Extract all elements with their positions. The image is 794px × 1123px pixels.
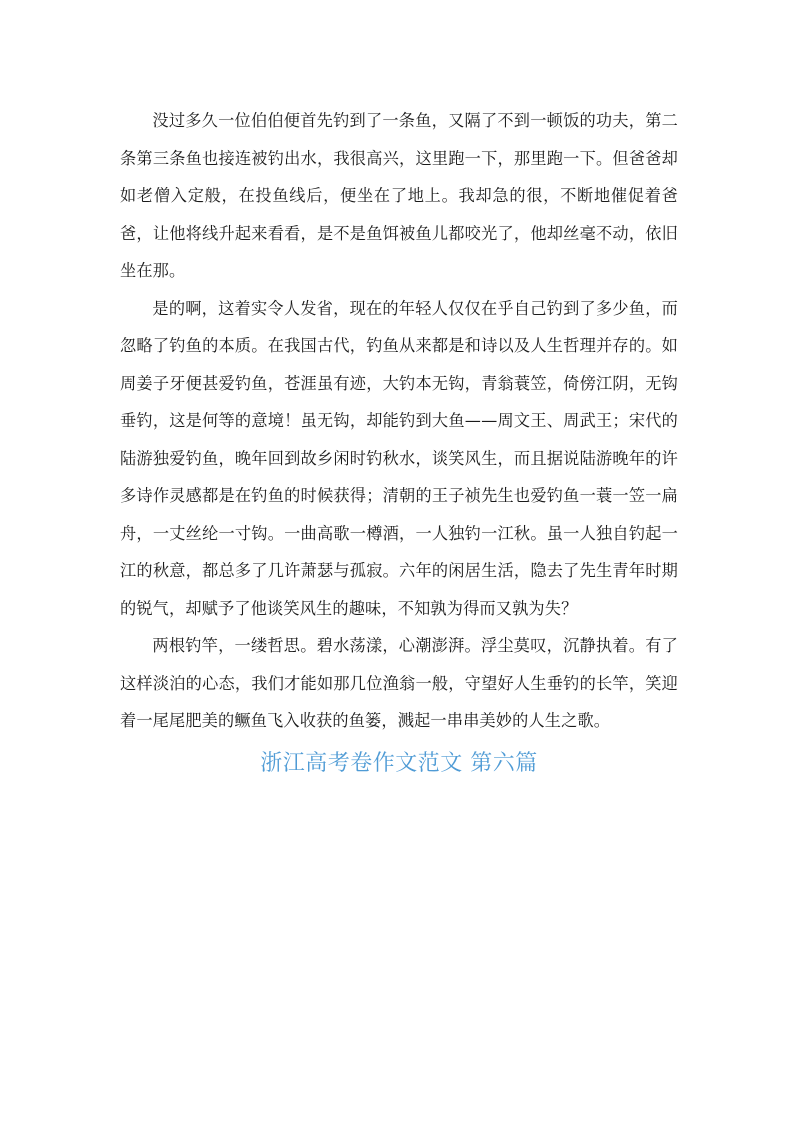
paragraph-ancient-fishing: 是的啊，这着实令人发省，现在的年轻人仅仅在乎自己钓到了多少鱼，而忽略了钓鱼的本质。在我国古代，钓鱼从来都是和诗以及人生哲理并存的。如周姜子牙便甚爱钓鱼，苍涯虽有迹，大钓本无钩，青翁蓑笠，倚傍江阴，无钩垂钓，这是何等的意境！虽无钩，却能钓到大鱼——周文王、周武王；宋代的陆游独爱钓鱼，晚年回到故乡闲时钓秋水，谈笑风生，而且据说陆游晚年的许多诗作灵感都是在钓鱼的时候获得；清朝的王子祯先生也爱钓鱼一蓑一笠一扁舟，一丈丝纶一寸钩。一曲高歌一樽酒，一人独钓一江秋。虽一人独自钓起一江的秋意，都总多了几许萧瑟与孤寂。六年的闲居生活，隐去了先生青年时期的锐气，却赋予了他谈笑风生的趣味，不知孰为得而又孰为失？ xyxy=(120,298,678,618)
document-body xyxy=(120,102,678,782)
paragraph-conclusion: 两根钓竿，一缕哲思。碧水荡漾，心潮澎湃。浮尘莫叹，沉静执着。有了这样淡泊的心态，我们才能如那几位渔翁一般，守望好人生垂钓的长竿，笑迎着一尾尾肥美的鳜鱼飞入收获的鱼篓，溅起一串串美妙的人生之歌。 xyxy=(120,636,678,730)
paragraph-fishing-scene: 没过多久一位伯伯便首先钓到了一条鱼，又隔了不到一顿饭的功夫，第二条第三条鱼也接连被钓出水，我很高兴，这里跑一下，那里跑一下。但爸爸却如老僧入定般，在投鱼线后，便坐在了地上。我却急的很，不断地催促着爸爸，让他将线升起来看看，是不是鱼饵被鱼儿都咬光了，他却丝毫不动，依旧坐在那。 xyxy=(120,111,678,280)
section-heading: 浙江高考卷作文范文 第六篇 xyxy=(260,750,538,776)
